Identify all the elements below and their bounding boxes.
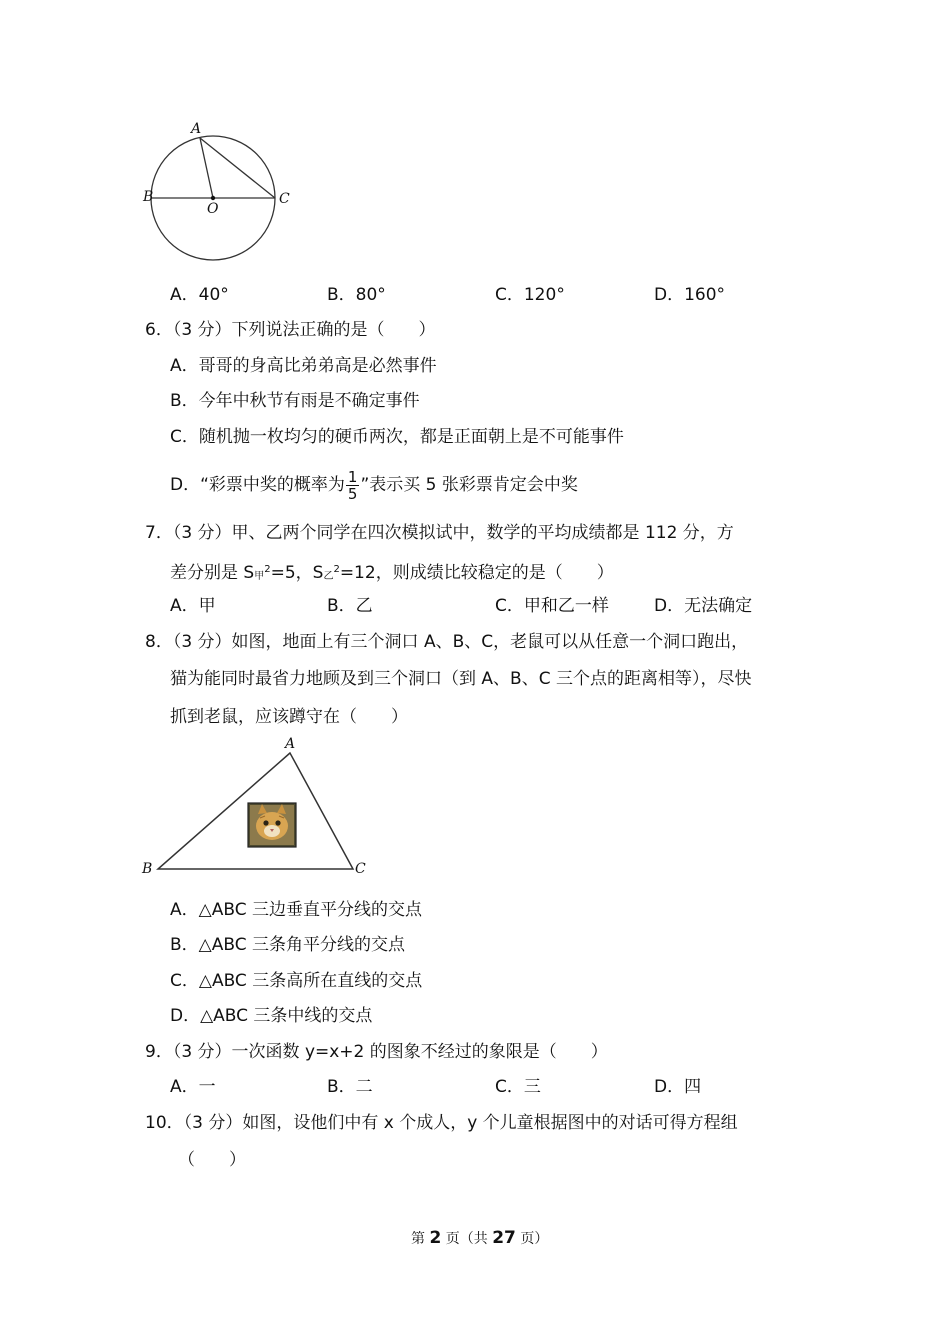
q7-line-2 — [170, 559, 614, 588]
q8-line-3: 抓到老鼠，应该蹲守在（ ） — [170, 707, 408, 727]
triangle-label-a: A — [285, 736, 296, 752]
q9-option-c: C．三 — [495, 1077, 541, 1097]
q8-line-2: 猫为能同时最省力地顾及到三个洞口（到 A、B、C 三个点的距离相等），尽快 — [170, 669, 752, 689]
q7-option-d: D．无法确定 — [654, 596, 753, 616]
q10-line-1: 10．（3 分）如图，设他们中有 x 个成人，y 个儿童根据图中的对话可得方程组 — [145, 1113, 738, 1133]
kitten-picture — [248, 803, 296, 847]
q6-option-c: C．随机抛一枚均匀的硬币两次，都是正面朝上是不可能事件 — [170, 427, 624, 447]
q9-option-d: D．四 — [654, 1077, 702, 1097]
triangle-figure — [140, 740, 380, 885]
circle-label-o: O — [207, 201, 219, 217]
triangle-label-c: C — [355, 861, 366, 877]
circle-figure — [140, 118, 300, 268]
page-footer — [411, 1228, 548, 1248]
fraction-denominator: 5 — [347, 484, 358, 503]
q6-option-a: A．哥哥的身高比弟弟高是必然事件 — [170, 356, 437, 376]
q8-option-a: A．△ABC 三边垂直平分线的交点 — [170, 900, 422, 920]
fraction — [346, 469, 360, 502]
triangle-label-b: B — [142, 861, 153, 877]
circle-label-b: B — [143, 189, 154, 205]
footer-mid: 页（共 — [441, 1231, 493, 1247]
footer-pre: 第 — [411, 1231, 430, 1247]
q5-option-b: B．80° — [327, 285, 386, 305]
q7-sub-yi: 乙 — [323, 571, 334, 582]
q8-option-c: C．△ABC 三条高所在直线的交点 — [170, 971, 423, 991]
q6-option-d-prefix: D．“彩票中奖的概率为 — [170, 475, 345, 495]
q8-option-d: D．△ABC 三条中线的交点 — [170, 1006, 373, 1026]
q7-line-1: 7．（3 分）甲、乙两个同学在四次模拟试中，数学的平均成绩都是 112 分，方 — [145, 523, 734, 543]
footer-total-pages: 27 — [492, 1228, 516, 1248]
q7-line-2-c: =12，则成绩比较稳定的是（ ） — [339, 563, 614, 583]
q7-sup-2a: 2 — [264, 564, 271, 575]
q10-line-2: （ ） — [178, 1150, 246, 1170]
q6-option-d — [170, 466, 578, 504]
q6-stem: 6．（3 分）下列说法正确的是（ ） — [145, 320, 436, 340]
q5-option-d: D．160° — [654, 285, 726, 305]
circle-label-a: A — [191, 121, 202, 137]
q7-sub-jia: 甲 — [254, 571, 265, 582]
q7-option-a: A．甲 — [170, 596, 216, 616]
footer-post: 页） — [515, 1231, 549, 1247]
footer-page-number: 2 — [429, 1228, 442, 1248]
q7-option-b: B．乙 — [327, 596, 373, 616]
q8-line-1: 8．（3 分）如图，地面上有三个洞口 A、B、C，老鼠可以从任意一个洞口跑出， — [145, 632, 749, 652]
q9-option-a: A．一 — [170, 1077, 216, 1097]
q9-stem: 9．（3 分）一次函数 y=x+2 的图象不经过的象限是（ ） — [145, 1042, 608, 1062]
q5-option-a: A．40° — [170, 285, 229, 305]
q6-option-b: B．今年中秋节有雨是不确定事件 — [170, 391, 420, 411]
fraction-numerator: 1 — [347, 467, 358, 486]
q5-option-c: C．120° — [495, 285, 565, 305]
q7-line-2-a: 差分别是 S — [170, 563, 255, 583]
q8-option-b: B．△ABC 三条角平分线的交点 — [170, 935, 406, 955]
q7-line-2-b: =5，S — [270, 563, 324, 583]
q7-option-c: C．甲和乙一样 — [495, 596, 609, 616]
q6-option-d-suffix: ”表示买 5 张彩票肯定会中奖 — [360, 475, 578, 495]
q7-sup-2b: 2 — [333, 564, 340, 575]
circle-label-c: C — [279, 191, 290, 207]
q9-option-b: B．二 — [327, 1077, 373, 1097]
